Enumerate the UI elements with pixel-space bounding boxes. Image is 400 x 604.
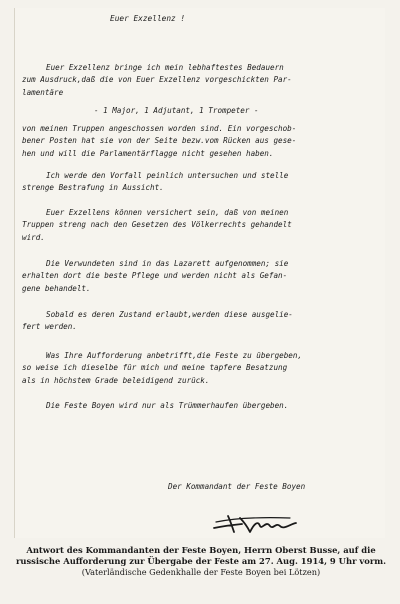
paragraph-4: [22, 258, 288, 295]
paragraph-line: Truppen streng nach den Gesetzen des Völkerrechts gehandelt: [22, 220, 292, 230]
paragraph-5: [22, 309, 293, 334]
paragraph-line: bener Posten hat sie von der Seite bezw.vom Rücken aus gese-: [22, 136, 297, 146]
paragraph-line: lamentäre: [22, 87, 64, 97]
caption-line-1: Antwort des Kommandanten der Feste Boyen, Herrn Oberst Busse, auf die: [26, 545, 376, 555]
parlementaire-list: [94, 105, 259, 117]
paragraph-line: als in höchstem Grade beleidigend zurück.: [22, 375, 210, 385]
paragraph-line: zum Ausdruck,daß die von Euer Exzellenz vorgeschickten Par-: [22, 75, 292, 85]
paragraph-line: hen und will die Parlamentärflagge nicht gesehen haben.: [22, 148, 274, 158]
paragraph-line: Euer Exzellens können versichert sein, daß von meinen: [46, 208, 289, 217]
paragraph-2: [22, 170, 288, 195]
paragraph-line: gene behandelt.: [22, 283, 91, 293]
letter-signoff: Der Kommandant der Feste Boyen: [168, 482, 306, 491]
paragraph-line: Die Verwundeten sind in das Lazarett aufgenommen; sie: [46, 259, 289, 268]
paragraph-line: Was Ihre Aufforderung anbetrifft,die Feste zu übergeben,: [46, 351, 303, 360]
paragraph-line: erhalten dort die beste Pflege und werden nicht als Gefan-: [22, 271, 288, 281]
handwritten-signature: [210, 508, 300, 536]
paragraph-line: fert werden.: [22, 322, 77, 332]
document-caption: [10, 545, 392, 578]
paragraph-1b: [22, 123, 296, 160]
paragraph-line: von meinen Truppen angeschossen worden sind. Ein vorgeschob-: [22, 124, 297, 133]
letter-salutation: Euer Exzellenz !: [110, 14, 186, 23]
paragraph-3: [22, 207, 292, 244]
paragraph-line: Die Feste Boyen wird nur als Trümmerhaufen übergeben.: [46, 401, 289, 410]
paragraph-line: strenge Bestrafung in Aussicht.: [22, 183, 164, 193]
paragraph-line: Euer Exzellenz bringe ich mein lebhaftestes Bedauern: [46, 63, 284, 72]
paragraph-7: [22, 400, 288, 412]
paragraph-line: wird.: [22, 232, 45, 242]
paragraph-6: [22, 350, 302, 387]
caption-line-3: (Vaterländische Gedenkhalle der Feste Boyen bei Lötzen): [81, 567, 321, 577]
paragraph-line: Ich werde den Vorfall peinlich untersuchen und stelle: [46, 171, 289, 180]
caption-line-2: russische Aufforderung zur Übergabe der Feste am 27. Aug. 1914, 9 Uhr vorm.: [15, 556, 387, 566]
paragraph-line: - 1 Major, 1 Adjutant, 1 Trompeter -: [94, 106, 259, 115]
paragraph-line: so weise ich dieselbe für mich und meine tapfere Besatzung: [22, 363, 288, 373]
paragraph-line: Sobald es deren Zustand erlaubt,werden diese ausgelie-: [46, 310, 293, 319]
paragraph-1: [22, 62, 292, 99]
